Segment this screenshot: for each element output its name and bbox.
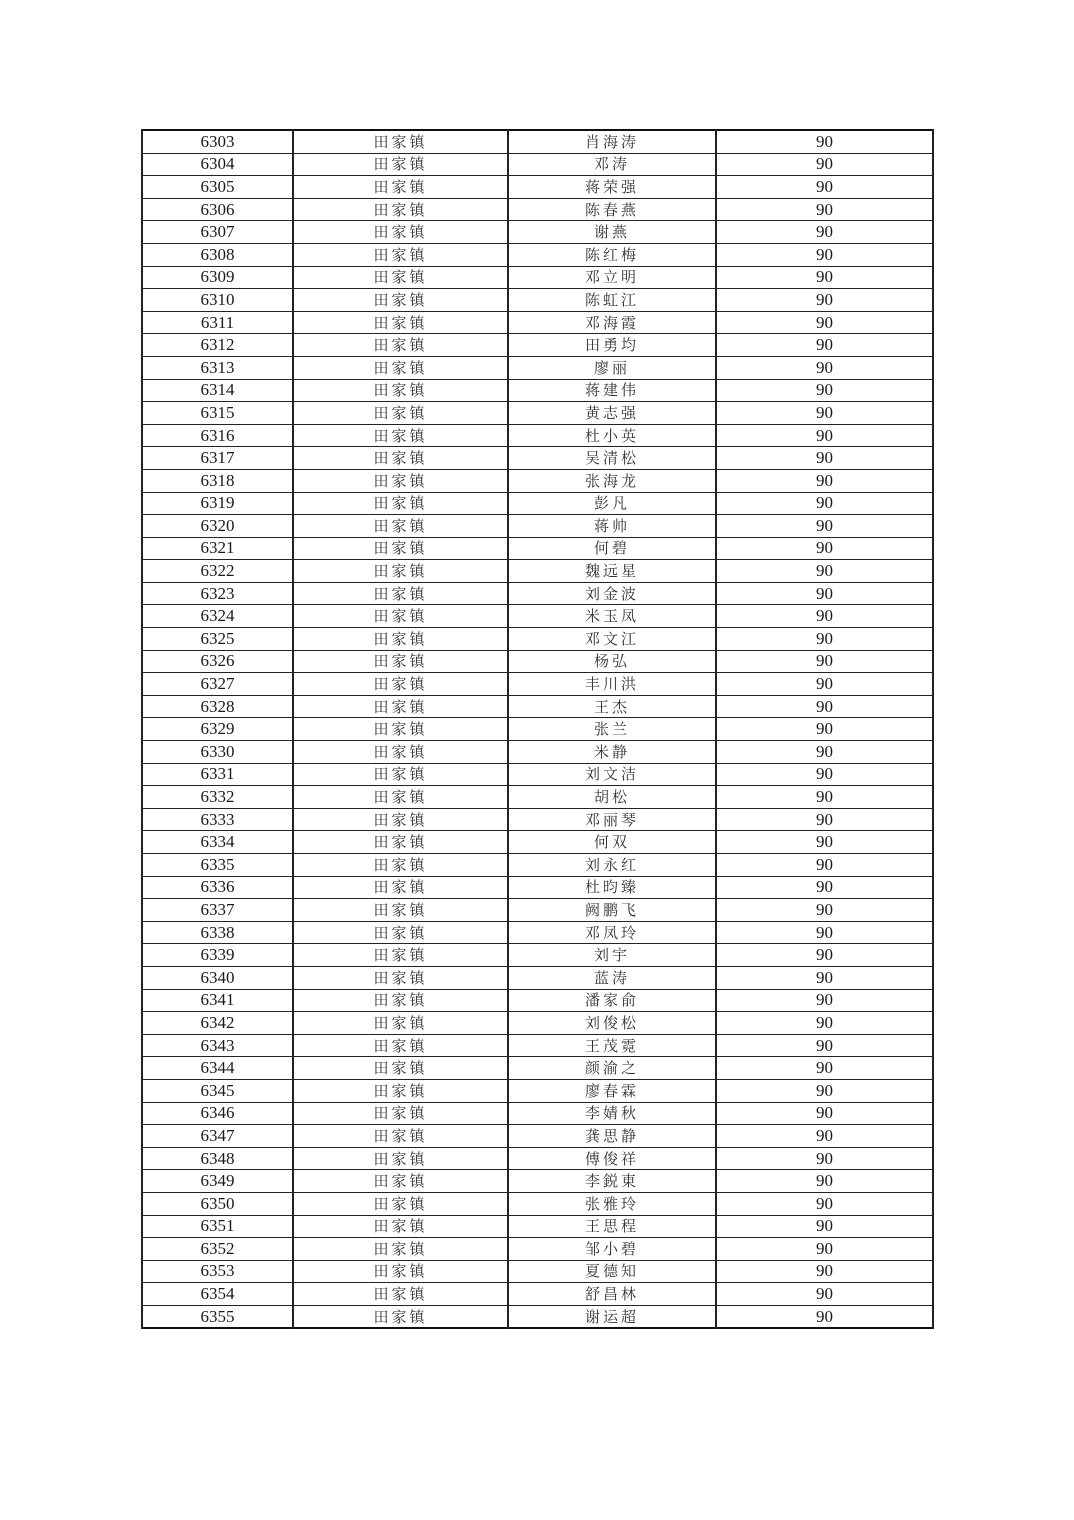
- row-score: 90: [716, 1147, 933, 1170]
- row-score: 90: [716, 605, 933, 628]
- score-table: [141, 129, 934, 1329]
- row-score: 90: [716, 560, 933, 583]
- row-id: 6323: [142, 582, 293, 605]
- row-id: 6307: [142, 221, 293, 244]
- table-row: [142, 379, 933, 402]
- row-town: 田家镇: [293, 221, 508, 244]
- table-row: [142, 1215, 933, 1238]
- row-name: 吴清松: [508, 447, 716, 470]
- row-id: 6325: [142, 628, 293, 651]
- table-row: [142, 334, 933, 357]
- row-town: 田家镇: [293, 944, 508, 967]
- row-name: 何双: [508, 831, 716, 854]
- row-score: 90: [716, 311, 933, 334]
- row-name: 蓝涛: [508, 966, 716, 989]
- row-name: 邓立明: [508, 266, 716, 289]
- row-score: 90: [716, 176, 933, 199]
- row-town: 田家镇: [293, 560, 508, 583]
- row-score: 90: [716, 650, 933, 673]
- row-score: 90: [716, 1079, 933, 1102]
- table-row: [142, 560, 933, 583]
- row-town: 田家镇: [293, 966, 508, 989]
- table-body: [142, 130, 933, 1328]
- row-town: 田家镇: [293, 1012, 508, 1035]
- row-name: 邓凤玲: [508, 921, 716, 944]
- row-name: 杜昀臻: [508, 876, 716, 899]
- row-name: 胡松: [508, 786, 716, 809]
- table-row: [142, 356, 933, 379]
- row-id: 6324: [142, 605, 293, 628]
- row-id: 6330: [142, 741, 293, 764]
- row-name: 李婧秋: [508, 1102, 716, 1125]
- row-id: 6326: [142, 650, 293, 673]
- table-row: [142, 741, 933, 764]
- row-id: 6346: [142, 1102, 293, 1125]
- row-id: 6316: [142, 424, 293, 447]
- row-id: 6341: [142, 989, 293, 1012]
- row-name: 刘文洁: [508, 763, 716, 786]
- row-name: 谢运超: [508, 1305, 716, 1328]
- table-row: [142, 628, 933, 651]
- row-town: 田家镇: [293, 876, 508, 899]
- row-name: 廖丽: [508, 356, 716, 379]
- row-id: 6340: [142, 966, 293, 989]
- row-id: 6353: [142, 1260, 293, 1283]
- row-town: 田家镇: [293, 808, 508, 831]
- row-score: 90: [716, 695, 933, 718]
- row-score: 90: [716, 582, 933, 605]
- row-id: 6349: [142, 1170, 293, 1193]
- row-name: 杨弘: [508, 650, 716, 673]
- row-name: 刘永红: [508, 854, 716, 877]
- row-name: 邓文江: [508, 628, 716, 651]
- row-score: 90: [716, 153, 933, 176]
- row-id: 6355: [142, 1305, 293, 1328]
- row-town: 田家镇: [293, 1215, 508, 1238]
- row-name: 龚思静: [508, 1125, 716, 1148]
- row-town: 田家镇: [293, 424, 508, 447]
- row-town: 田家镇: [293, 989, 508, 1012]
- row-id: 6310: [142, 289, 293, 312]
- row-score: 90: [716, 989, 933, 1012]
- row-name: 蒋荣强: [508, 176, 716, 199]
- row-score: 90: [716, 537, 933, 560]
- row-score: 90: [716, 921, 933, 944]
- row-town: 田家镇: [293, 899, 508, 922]
- row-id: 6338: [142, 921, 293, 944]
- row-id: 6318: [142, 469, 293, 492]
- row-name: 何碧: [508, 537, 716, 560]
- row-score: 90: [716, 741, 933, 764]
- table-row: [142, 718, 933, 741]
- row-name: 李鋭東: [508, 1170, 716, 1193]
- row-name: 肖海涛: [508, 130, 716, 153]
- row-town: 田家镇: [293, 1170, 508, 1193]
- row-id: 6308: [142, 243, 293, 266]
- row-name: 阙鹏飞: [508, 899, 716, 922]
- table-row: [142, 424, 933, 447]
- row-score: 90: [716, 243, 933, 266]
- table-row: [142, 763, 933, 786]
- row-town: 田家镇: [293, 176, 508, 199]
- row-score: 90: [716, 944, 933, 967]
- row-town: 田家镇: [293, 628, 508, 651]
- row-town: 田家镇: [293, 537, 508, 560]
- row-score: 90: [716, 628, 933, 651]
- row-name: 米玉凤: [508, 605, 716, 628]
- row-town: 田家镇: [293, 469, 508, 492]
- table-row: [142, 1147, 933, 1170]
- row-town: 田家镇: [293, 447, 508, 470]
- row-town: 田家镇: [293, 763, 508, 786]
- row-town: 田家镇: [293, 741, 508, 764]
- row-name: 陈春燕: [508, 198, 716, 221]
- table-row: [142, 1238, 933, 1261]
- row-id: 6333: [142, 808, 293, 831]
- row-town: 田家镇: [293, 1079, 508, 1102]
- table-row: [142, 153, 933, 176]
- table-row: [142, 876, 933, 899]
- row-town: 田家镇: [293, 650, 508, 673]
- row-id: 6311: [142, 311, 293, 334]
- row-town: 田家镇: [293, 266, 508, 289]
- row-town: 田家镇: [293, 1147, 508, 1170]
- table-row: [142, 198, 933, 221]
- row-score: 90: [716, 1283, 933, 1306]
- row-score: 90: [716, 1012, 933, 1035]
- row-town: 田家镇: [293, 243, 508, 266]
- table-row: [142, 1260, 933, 1283]
- row-score: 90: [716, 876, 933, 899]
- table-row: [142, 311, 933, 334]
- table-row: [142, 1170, 933, 1193]
- row-score: 90: [716, 786, 933, 809]
- row-town: 田家镇: [293, 1260, 508, 1283]
- row-score: 90: [716, 469, 933, 492]
- table-row: [142, 605, 933, 628]
- row-score: 90: [716, 402, 933, 425]
- row-score: 90: [716, 356, 933, 379]
- table-row: [142, 243, 933, 266]
- row-id: 6342: [142, 1012, 293, 1035]
- row-id: 6334: [142, 831, 293, 854]
- row-score: 90: [716, 673, 933, 696]
- row-name: 田勇均: [508, 334, 716, 357]
- table-row: [142, 266, 933, 289]
- row-id: 6329: [142, 718, 293, 741]
- row-name: 张兰: [508, 718, 716, 741]
- table-row: [142, 469, 933, 492]
- table-row: [142, 1034, 933, 1057]
- row-score: 90: [716, 130, 933, 153]
- row-name: 米静: [508, 741, 716, 764]
- table-row: [142, 1283, 933, 1306]
- row-name: 刘金波: [508, 582, 716, 605]
- table-row: [142, 1305, 933, 1328]
- table-row: [142, 989, 933, 1012]
- row-score: 90: [716, 1034, 933, 1057]
- row-id: 6348: [142, 1147, 293, 1170]
- row-score: 90: [716, 899, 933, 922]
- row-town: 田家镇: [293, 356, 508, 379]
- row-name: 傅俊祥: [508, 1147, 716, 1170]
- row-score: 90: [716, 1125, 933, 1148]
- row-name: 廖春霖: [508, 1079, 716, 1102]
- row-town: 田家镇: [293, 1057, 508, 1080]
- row-id: 6350: [142, 1192, 293, 1215]
- row-town: 田家镇: [293, 854, 508, 877]
- row-score: 90: [716, 424, 933, 447]
- row-score: 90: [716, 334, 933, 357]
- row-town: 田家镇: [293, 130, 508, 153]
- row-town: 田家镇: [293, 1125, 508, 1148]
- row-score: 90: [716, 289, 933, 312]
- row-score: 90: [716, 1215, 933, 1238]
- row-id: 6319: [142, 492, 293, 515]
- row-town: 田家镇: [293, 153, 508, 176]
- row-id: 6321: [142, 537, 293, 560]
- row-score: 90: [716, 808, 933, 831]
- row-town: 田家镇: [293, 515, 508, 538]
- row-id: 6304: [142, 153, 293, 176]
- row-id: 6337: [142, 899, 293, 922]
- row-score: 90: [716, 1102, 933, 1125]
- table-row: [142, 130, 933, 153]
- table-row: [142, 944, 933, 967]
- row-town: 田家镇: [293, 605, 508, 628]
- row-town: 田家镇: [293, 673, 508, 696]
- row-name: 谢燕: [508, 221, 716, 244]
- row-score: 90: [716, 515, 933, 538]
- row-id: 6314: [142, 379, 293, 402]
- row-town: 田家镇: [293, 198, 508, 221]
- row-id: 6305: [142, 176, 293, 199]
- row-score: 90: [716, 718, 933, 741]
- row-score: 90: [716, 1170, 933, 1193]
- row-score: 90: [716, 966, 933, 989]
- row-score: 90: [716, 1305, 933, 1328]
- row-id: 6306: [142, 198, 293, 221]
- row-name: 舒昌林: [508, 1283, 716, 1306]
- table-row: [142, 1125, 933, 1148]
- row-id: 6331: [142, 763, 293, 786]
- row-id: 6343: [142, 1034, 293, 1057]
- row-town: 田家镇: [293, 921, 508, 944]
- row-town: 田家镇: [293, 311, 508, 334]
- row-town: 田家镇: [293, 1034, 508, 1057]
- row-name: 刘俊松: [508, 1012, 716, 1035]
- row-town: 田家镇: [293, 402, 508, 425]
- row-score: 90: [716, 221, 933, 244]
- table-row: [142, 537, 933, 560]
- row-name: 彭凡: [508, 492, 716, 515]
- row-name: 王思程: [508, 1215, 716, 1238]
- row-town: 田家镇: [293, 695, 508, 718]
- table-row: [142, 854, 933, 877]
- table-row: [142, 515, 933, 538]
- table-row: [142, 1192, 933, 1215]
- table-row: [142, 695, 933, 718]
- table-row: [142, 808, 933, 831]
- row-score: 90: [716, 379, 933, 402]
- row-name: 黄志强: [508, 402, 716, 425]
- row-score: 90: [716, 492, 933, 515]
- table-row: [142, 492, 933, 515]
- row-town: 田家镇: [293, 831, 508, 854]
- row-name: 魏远星: [508, 560, 716, 583]
- row-score: 90: [716, 1238, 933, 1261]
- row-name: 颜渝之: [508, 1057, 716, 1080]
- table-row: [142, 786, 933, 809]
- row-name: 潘家俞: [508, 989, 716, 1012]
- row-name: 夏德知: [508, 1260, 716, 1283]
- row-id: 6354: [142, 1283, 293, 1306]
- row-name: 蒋帅: [508, 515, 716, 538]
- row-id: 6320: [142, 515, 293, 538]
- row-id: 6322: [142, 560, 293, 583]
- row-score: 90: [716, 763, 933, 786]
- table-row: [142, 1012, 933, 1035]
- row-name: 邓海霞: [508, 311, 716, 334]
- table-row: [142, 1079, 933, 1102]
- row-town: 田家镇: [293, 1102, 508, 1125]
- row-score: 90: [716, 854, 933, 877]
- row-id: 6335: [142, 854, 293, 877]
- row-id: 6312: [142, 334, 293, 357]
- row-id: 6327: [142, 673, 293, 696]
- row-town: 田家镇: [293, 289, 508, 312]
- table-row: [142, 176, 933, 199]
- row-town: 田家镇: [293, 786, 508, 809]
- row-name: 邹小碧: [508, 1238, 716, 1261]
- table-row: [142, 582, 933, 605]
- row-name: 陈虹江: [508, 289, 716, 312]
- table-row: [142, 899, 933, 922]
- row-score: 90: [716, 198, 933, 221]
- table-row: [142, 402, 933, 425]
- row-score: 90: [716, 831, 933, 854]
- table-row: [142, 650, 933, 673]
- table-row: [142, 966, 933, 989]
- row-town: 田家镇: [293, 1238, 508, 1261]
- row-id: 6303: [142, 130, 293, 153]
- row-town: 田家镇: [293, 1305, 508, 1328]
- row-id: 6328: [142, 695, 293, 718]
- row-name: 蒋建伟: [508, 379, 716, 402]
- row-id: 6317: [142, 447, 293, 470]
- row-town: 田家镇: [293, 334, 508, 357]
- row-name: 丰川洪: [508, 673, 716, 696]
- row-id: 6345: [142, 1079, 293, 1102]
- row-id: 6347: [142, 1125, 293, 1148]
- row-score: 90: [716, 266, 933, 289]
- row-score: 90: [716, 1260, 933, 1283]
- row-name: 邓丽琴: [508, 808, 716, 831]
- table-row: [142, 831, 933, 854]
- row-town: 田家镇: [293, 1283, 508, 1306]
- row-id: 6339: [142, 944, 293, 967]
- table-row: [142, 289, 933, 312]
- row-id: 6351: [142, 1215, 293, 1238]
- table-row: [142, 921, 933, 944]
- row-id: 6352: [142, 1238, 293, 1261]
- table-row: [142, 1057, 933, 1080]
- row-name: 王茂霓: [508, 1034, 716, 1057]
- row-name: 张雅玲: [508, 1192, 716, 1215]
- row-town: 田家镇: [293, 582, 508, 605]
- row-id: 6313: [142, 356, 293, 379]
- row-name: 张海龙: [508, 469, 716, 492]
- table-row: [142, 221, 933, 244]
- row-town: 田家镇: [293, 718, 508, 741]
- row-id: 6315: [142, 402, 293, 425]
- row-name: 陈红梅: [508, 243, 716, 266]
- row-id: 6344: [142, 1057, 293, 1080]
- row-name: 王杰: [508, 695, 716, 718]
- table-row: [142, 673, 933, 696]
- row-id: 6332: [142, 786, 293, 809]
- row-id: 6336: [142, 876, 293, 899]
- row-town: 田家镇: [293, 1192, 508, 1215]
- row-town: 田家镇: [293, 379, 508, 402]
- row-score: 90: [716, 447, 933, 470]
- row-name: 杜小英: [508, 424, 716, 447]
- row-town: 田家镇: [293, 492, 508, 515]
- row-name: 刘宇: [508, 944, 716, 967]
- row-id: 6309: [142, 266, 293, 289]
- row-name: 邓涛: [508, 153, 716, 176]
- table-row: [142, 447, 933, 470]
- row-score: 90: [716, 1057, 933, 1080]
- row-score: 90: [716, 1192, 933, 1215]
- table-row: [142, 1102, 933, 1125]
